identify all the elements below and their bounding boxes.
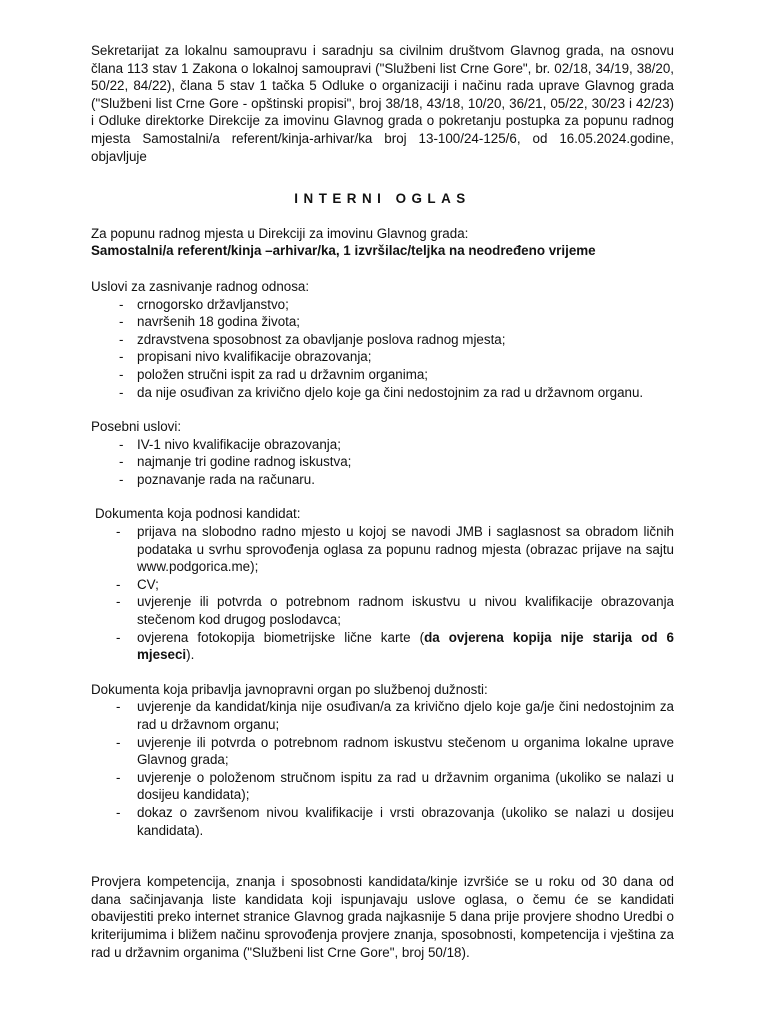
- list-item: - propisani nivo kvalifikacije obrazovanja;: [91, 348, 674, 366]
- position-title: Samostalni/a referent/kinja –arhivar/ka, 1 izvršilac/teljka na neodređeno vrijeme: [91, 243, 596, 259]
- list-item: - položen stručni ispit za rad u državnim organima;: [91, 366, 674, 384]
- list-item: - poznavanje rada na računaru.: [91, 471, 674, 489]
- documents-heading: Dokumenta koja podnosi kandidat:: [95, 506, 301, 522]
- documents-section: [91, 505, 674, 663]
- list-item: - CV;: [91, 576, 674, 594]
- special-conditions-list: [91, 436, 674, 489]
- list-item: - navršenih 18 godina života;: [91, 313, 674, 331]
- list-item: - IV-1 nivo kvalifikacije obrazovanja;: [91, 436, 674, 454]
- list-item: - najmanje tri godine radnog iskustva;: [91, 453, 674, 471]
- list-item: - uvjerenje da kandidat/kinja nije osuđivan/a za krivično djelo koje ga/je čini nedostojnim za rad u državnom organu;: [91, 698, 674, 733]
- closing-paragraph: Provjera kompetencija, znanja i sposobnosti kandidata/kinje izvršiće se u roku od 30 dana od dana sačinjavanja liste kandidata koji ispunjavaju uslove oglasa, o čemu će se kandidati obavijestiti preko internet stranice Glavnog grada najkasnije 5 dana prije provjere shodno Uredbi o kriterijumima i bližem načinu sprovođenja provjere znanja, sposobnosti, kompetencija i vještina za rad u državnim organima ("Službeni list Crne Gore", broj 50/18).: [91, 874, 674, 960]
- list-item: - uvjerenje o položenom stručnom ispitu za rad u državnim organima (ukoliko se nalazi u dosijeu kandidata);: [91, 769, 674, 804]
- list-item-text: ovjerena fotokopija biometrijske lične karte (: [137, 629, 425, 645]
- position-intro: Za popunu radnog mjesta u Direkciji za imovinu Glavnog grada:: [91, 225, 469, 241]
- documents-list: [91, 523, 674, 664]
- list-item-emphasis: da ovjerena kopija nije starija od 6 mjeseci: [137, 629, 674, 663]
- special-conditions-heading: Posebni uslovi:: [91, 419, 182, 435]
- list-item: - uvjerenje ili potvrda o potrebnom radnom iskustvu u nivou kvalifikacije obrazovanja stečenom kod drugog poslodavca;: [91, 593, 674, 628]
- official-documents-list: [91, 698, 674, 839]
- list-item: - crnogorsko državljanstvo;: [91, 296, 674, 314]
- document-title: INTERNI OGLAS: [294, 191, 471, 207]
- conditions-section: [91, 278, 674, 401]
- conditions-list: [91, 296, 674, 402]
- intro-paragraph: Sekretarijat za lokalnu samoupravu i saradnju sa civilnim društvom Glavnog grada, na osnovu člana 113 stav 1 Zakona o lokalnoj samoupravi ("Službeni list Crne Gore", br. 02/18, 34/19, 38/20, 50/22, 84/22), člana 5 stav 1 tačka 5 Odluke o organizaciji i načinu rada uprave Glavnog grada ("Službeni list Crne Gore - opštinski propisi", broj 38/18, 43/18, 10/20, 36/21, 05/22, 30/23 i 42/23) i Odluke direktorke Direkcije za imovinu Glavnog grada o pokretanju postupka za popunu radnog mjesta Samostalni/a referent/kinja-arhivar/ka broj 13-100/24-125/6, od 16.05.2024.godine, objavljuje: [91, 43, 674, 164]
- list-item: - zdravstvena sposobnost za obavljanje poslova radnog mjesta;: [91, 331, 674, 349]
- official-documents-heading: Dokumenta koja pribavlja javnopravni organ po službenoj dužnosti:: [91, 681, 488, 697]
- special-conditions-section: [91, 418, 674, 488]
- official-documents-section: [91, 681, 674, 839]
- list-item-text: ).: [186, 647, 195, 663]
- list-item: - uvjerenje ili potvrda o potrebnom radnom iskustvu stečenom u organima lokalne uprave Glavnog grada;: [91, 734, 674, 769]
- list-item: - dokaz o završenom nivou kvalifikacije i vrsti obrazovanja (ukoliko se nalazi u dosijeu kandidata).: [91, 804, 674, 839]
- list-item: [91, 629, 674, 664]
- list-item: - da nije osuđivan za krivično djelo koje ga čini nedostojnim za rad u državnom organu.: [91, 384, 674, 402]
- conditions-heading: Uslovi za zasnivanje radnog odnosa:: [91, 278, 310, 294]
- list-item: - prijava na slobodno radno mjesto u kojoj se navodi JMB i saglasnost sa obradom ličnih podataka u svrhu sprovođenja oglasa za popunu radnog mjesta (obrazac prijave na sajtu www.podgorica.me);: [91, 523, 674, 576]
